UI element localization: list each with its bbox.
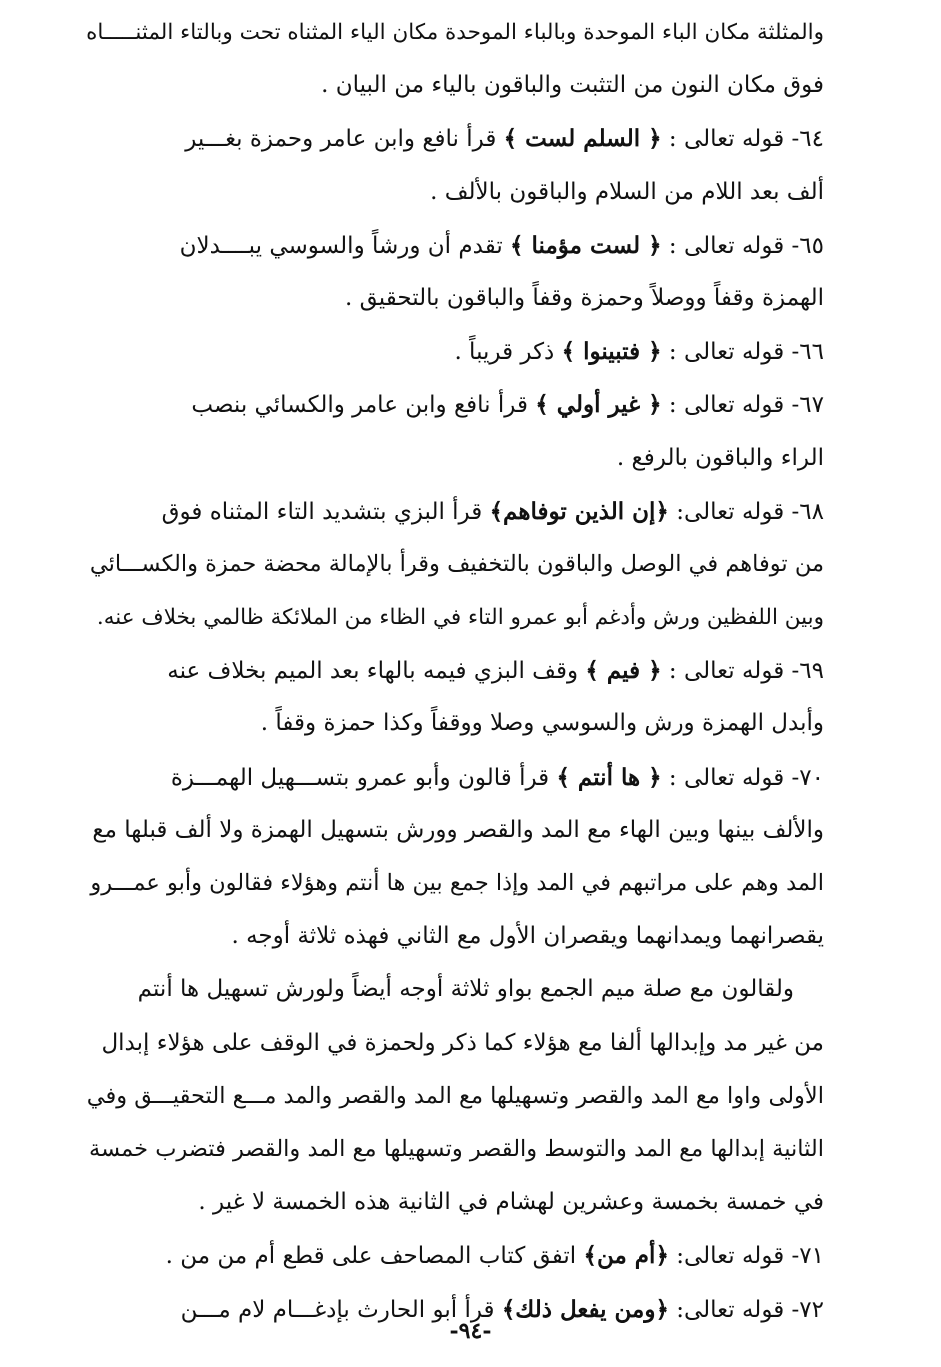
quran-quote: ﴿ومن يفعل ذلك﴾ — [501, 1295, 669, 1323]
page-number: -٩٤- — [449, 1318, 492, 1344]
quran-quote: ﴿ السلم لست ﴾ — [503, 125, 662, 153]
verse-reference: ٦٤- قوله تعالى : — [661, 126, 824, 153]
line-text: من توفاهم في الوصل والباقون بالتخفيف وقرأ بالإمالة محضة حمزة والكســـائي — [89, 550, 824, 577]
line-text: والمثلثة مكان الباء الموحدة وبالباء الموحدة مكان الياء المثناه تحت وبالتاء المثنـــــاه — [86, 20, 824, 45]
quran-quote: ﴿ غير أولي ﴾ — [535, 391, 662, 419]
quran-quote: ﴿ فيم ﴾ — [585, 657, 662, 685]
text-line — [86, 432, 824, 485]
line-text: من غير مد وإبدالها ألفا مع هؤلاء كما ذكر ولحمزة في الوقف على هؤلاء إبدال — [101, 1029, 824, 1056]
text-line — [86, 538, 824, 591]
text-line — [86, 272, 824, 325]
text-line — [86, 1229, 824, 1282]
verse-reference: ٦٩- قوله تعالى : — [661, 658, 824, 685]
line-text: الراء والباقون بالرفع . — [616, 444, 824, 471]
quran-quote: ﴿ لست مؤمنا ﴾ — [510, 231, 662, 259]
text-line — [86, 325, 824, 378]
commentary-text: قرأ أبو الحارث بإدغـــام لام مـــن — [180, 1296, 502, 1323]
line-text: في خمسة بخمسة وعشرين لهشام في الثانية هذه الخمسة لا غير . — [198, 1189, 824, 1216]
line-text: الهمزة وقفاً ووصلاً وحمزة وقفاً والباقون بالتحقيق . — [344, 284, 824, 311]
line-text: الثانية إبدالها مع المد والتوسط والقصر وتسهيلها مع المد والقصر فتضرب خمسة — [89, 1135, 824, 1162]
text-line — [86, 485, 824, 538]
line-text: ولقالون مع صلة ميم الجمع بواو ثلاثة أوجه أيضاً ولورش تسهيل ها أنتم — [137, 976, 794, 1003]
line-text: يقصرانهما ويمدانهما ويقصران الأول مع الثاني فهذه ثلاثة أوجه . — [231, 923, 824, 950]
text-line — [86, 1070, 824, 1123]
commentary-text: وقف البزي فيمه بالهاء بعد الميم بخلاف عنه — [167, 658, 586, 685]
commentary-text: قرأ نافع وابن عامر وحمزة بغـــير — [185, 126, 504, 153]
commentary-text: قرأ نافع وابن عامر والكسائي بنصب — [191, 392, 536, 419]
text-line — [86, 112, 824, 165]
text-line — [86, 166, 824, 219]
verse-reference: ٧١- قوله تعالى: — [668, 1243, 824, 1270]
commentary-text: ذكر قريباً . — [454, 339, 562, 366]
quran-quote: ﴿إن الذين توفاهم﴾ — [489, 497, 669, 525]
verse-reference: ٦٧- قوله تعالى : — [661, 392, 824, 419]
text-line — [86, 857, 824, 910]
quran-quote: ﴿أم من﴾ — [583, 1242, 669, 1270]
text-line — [86, 963, 824, 1016]
text-line — [86, 59, 824, 112]
text-line — [86, 910, 824, 963]
text-line — [86, 644, 824, 697]
line-text: المد وهم على مراتبهم في المد وإذا جمع بين ها أنتم وهؤلاء فقالون وأبو عمـــرو — [90, 870, 824, 896]
line-text: ألف بعد اللام من السلام والباقون بالألف . — [430, 178, 824, 205]
text-line — [86, 378, 824, 431]
verse-reference: ٦٨- قوله تعالى: — [668, 498, 824, 525]
line-text: فوق مكان النون من التثبت والباقون بالياء من البيان . — [321, 72, 824, 99]
text-line — [86, 751, 824, 804]
line-text: والألف بينها وبين الهاء مع المد والقصر وورش بتسهيل الهمزة ولا ألف قبلها مع — [92, 816, 824, 843]
verse-reference: ٧٠- قوله تعالى : — [661, 764, 824, 791]
line-text: الأولى واوا مع المد والقصر وتسهيلها مع المد والقصر والمد مـــع التحقيـــق وفي — [86, 1082, 824, 1109]
commentary-text: تقدم أن ورشاً والسوسي يبــــدلان — [179, 232, 511, 259]
text-line — [86, 697, 824, 750]
line-text: وبين اللفظين ورش وأدغم أبو عمرو التاء في الظاء من الملائكة ظالمي بخلاف عنه. — [96, 605, 824, 631]
line-text: وأبدل الهمزة ورش والسوسي وصلا ووقفاً وكذا حمزة وقفاً . — [260, 710, 824, 737]
quran-quote: ﴿ ها أنتم ﴾ — [556, 763, 662, 791]
commentary-text: اتفق كتاب المصاحف على قطع أم من من . — [165, 1243, 584, 1270]
text-line — [86, 219, 824, 272]
text-line — [86, 1123, 824, 1176]
text-line — [86, 591, 824, 644]
verse-reference: ٦٥- قوله تعالى : — [661, 232, 824, 259]
verse-reference: ٦٦- قوله تعالى : — [661, 339, 824, 366]
text-line — [86, 804, 824, 857]
text-line — [86, 1017, 824, 1070]
text-line — [86, 6, 824, 59]
verse-reference: ٧٢- قوله تعالى: — [668, 1296, 824, 1323]
quran-quote: ﴿ فتبينوا ﴾ — [561, 338, 662, 366]
commentary-text: قرأ قالون وأبو عمرو بتســـهيل الهمـــزة — [170, 764, 557, 791]
body-text — [86, 6, 824, 1336]
text-line — [86, 1176, 824, 1229]
commentary-text: قرأ البزي بتشديد التاء المثناه فوق — [161, 498, 490, 525]
